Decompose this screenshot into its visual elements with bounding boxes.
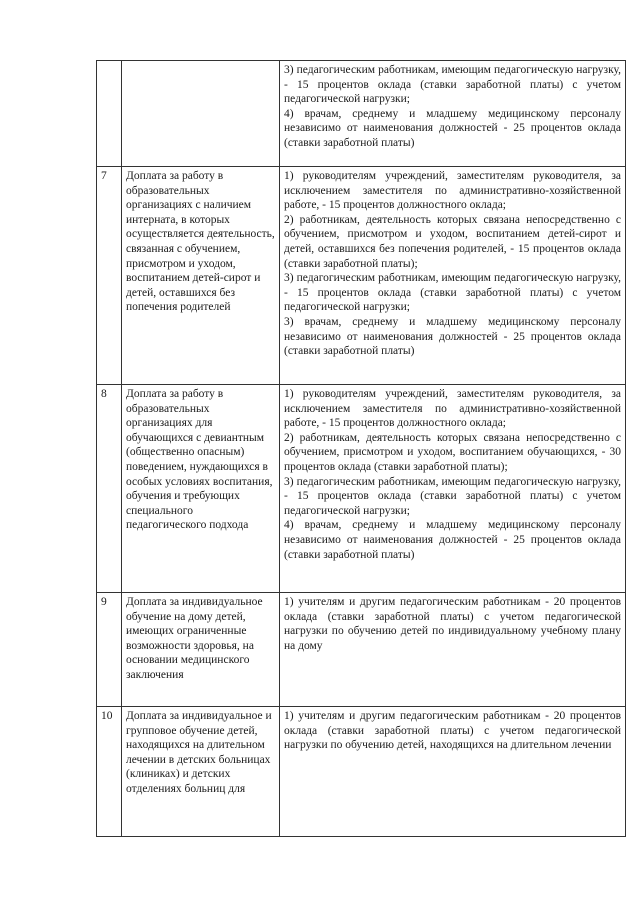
allowance-name: Доплата за индивидуальное обучение на дому детей, имеющих ограниченные возможности здоровья, на основании медицинского заключения (122, 593, 280, 707)
description-item: 3) педагогическим работникам, имеющим педагогическую нагрузку, - 15 процентов оклада (ставки заработной платы) с учетом педагогической нагрузки; (284, 475, 621, 517)
description-item: 4) врачам, среднему и младшему медицинскому персоналу независимо от наименования должностей - 25 процентов оклада (ставки заработной платы) (284, 519, 621, 561)
allowance-description (280, 385, 626, 593)
table-row (97, 61, 626, 167)
allowance-description (280, 167, 626, 385)
row-number: 10 (97, 707, 122, 837)
allowance-name: Доплата за работу в образовательных организациях для обучающихся с девиантным (общественно опасным) поведением, нуждающихся в особых условиях воспитания, обучения и требующих специального педагогического подхода (122, 385, 280, 593)
table-row (97, 707, 626, 837)
description-item: 3) педагогическим работникам, имеющим педагогическую нагрузку, - 15 процентов оклада (ставки заработной платы) с учетом педагогической нагрузки; (284, 272, 621, 314)
description-item: 3) врачам, среднему и младшему медицинскому персоналу независимо от наименования должностей - 25 процентов оклада (ставки заработной платы) (284, 315, 621, 358)
row-number: 7 (97, 167, 122, 385)
allowance-description (280, 593, 626, 707)
description-item: 2) работникам, деятельность которых связана непосредственно с обучением, присмотром и уходом, воспитанием детей-сирот и детей, оставшихся без попечения родителей, - 15 процентов оклада (ставки заработной платы); (284, 213, 621, 270)
table-row (97, 167, 626, 385)
allowance-name: Доплата за индивидуальное и групповое обучение детей, находящихся на длительном лечении в детских больницах (клиниках) и детских отделениях больниц для (122, 707, 280, 837)
allowance-description (280, 61, 626, 167)
description-item: 4) врачам, среднему и младшему медицинскому персоналу независимо от наименования должностей - 25 процентов оклада (ставки заработной платы) (284, 107, 621, 149)
allowance-description (280, 707, 626, 837)
description-item: 2) работникам, деятельность которых связана непосредственно с обучением, присмотром и уходом, воспитанием обучающихся, - 30 процентов оклада (ставки заработной платы); (284, 431, 621, 473)
description-item: 1) руководителям учреждений, заместителям руководителя, за исключением заместителя по административно-хозяйственной работе, - 15 процентов должностного оклада; (284, 388, 621, 430)
allowance-name (122, 61, 280, 167)
allowances-table (96, 60, 626, 837)
description-item: 1) учителям и другим педагогическим работникам - 20 процентов оклада (ставки заработной платы) с учетом педагогической нагрузки по обучению детей, находящихся на длительном лечении (284, 710, 621, 752)
table-row (97, 593, 626, 707)
row-number: 8 (97, 385, 122, 593)
row-number (97, 61, 122, 167)
description-item: 3) педагогическим работникам, имеющим педагогическую нагрузку, - 15 процентов оклада (ставки заработной платы) с учетом педагогической нагрузки; (284, 64, 621, 106)
allowance-name: Доплата за работу в образовательных организациях с наличием интерната, в которых осуществляется деятельность, связанная с обучением, присмотром и уходом, воспитанием детей-сирот и детей, оставшихся без попечения родителей (122, 167, 280, 385)
table-row (97, 385, 626, 593)
description-item: 1) руководителям учреждений, заместителям руководителя, за исключением заместителя по административно-хозяйственной работе, - 15 процентов должностного оклада; (284, 170, 621, 212)
description-item: 1) учителям и другим педагогическим работникам - 20 процентов оклада (ставки заработной платы) с учетом педагогической нагрузки по обучению детей по индивидуальному учебному плану на дому (284, 596, 621, 652)
row-number: 9 (97, 593, 122, 707)
